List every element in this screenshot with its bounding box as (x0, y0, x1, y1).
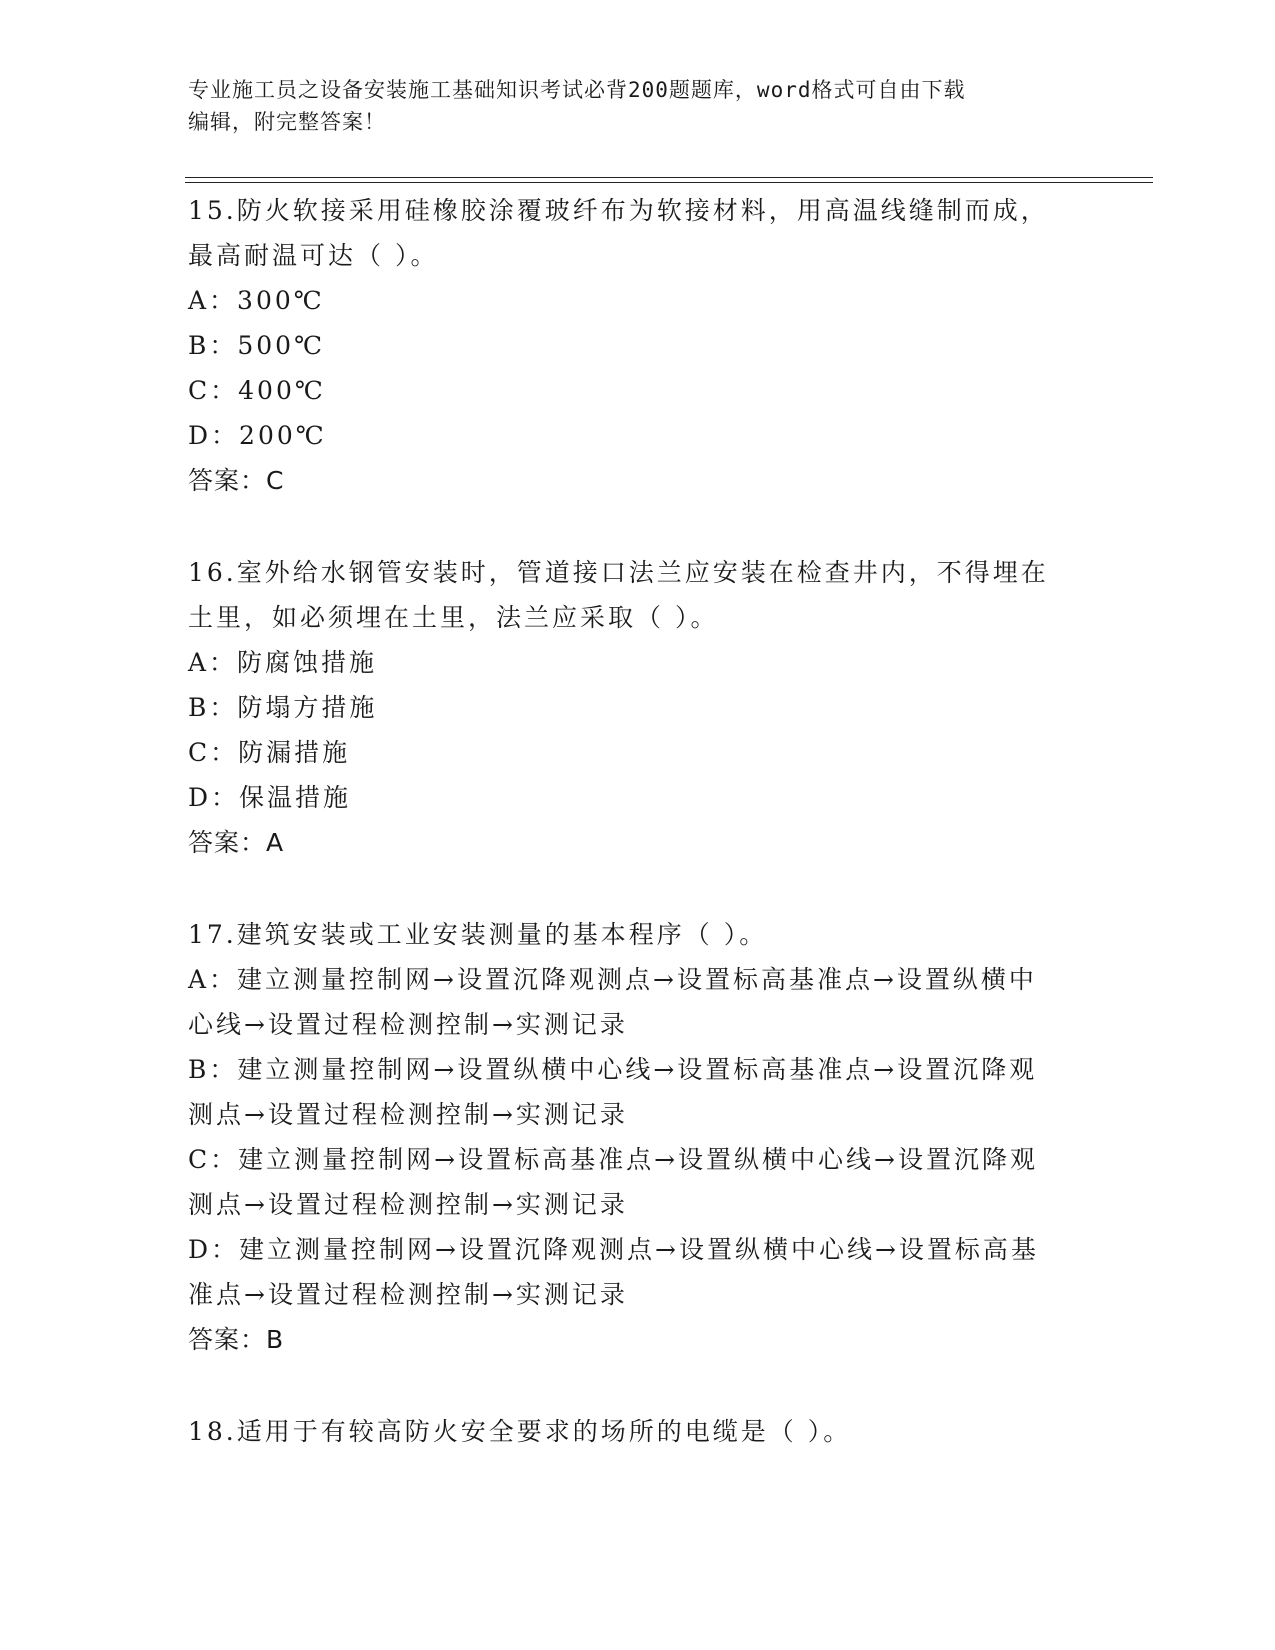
option-line: D：建立测量控制网→设置沉降观测点→设置纵横中心线→设置标高基 (188, 1235, 1039, 1264)
question-list (188, 188, 1088, 1454)
option-line: C：400℃ (188, 376, 326, 405)
question-spacer (188, 503, 1088, 550)
option-line: C：防漏措施 (188, 738, 351, 767)
option-line: A：300℃ (188, 286, 325, 315)
option-line: C：建立测量控制网→设置标高基准点→设置纵横中心线→设置沉降观 (188, 1145, 1038, 1174)
answer-line: 答案：B (188, 1325, 285, 1354)
option-line: D：保温措施 (188, 783, 352, 812)
option-line: A：防腐蚀措施 (188, 648, 378, 677)
question-block (188, 912, 1088, 1362)
question-block (188, 550, 1088, 865)
option-line: A：建立测量控制网→设置沉降观测点→设置标高基准点→设置纵横中 (188, 965, 1037, 994)
question-stem-line: 18.适用于有较高防火安全要求的场所的电缆是（ ）。 (188, 1417, 852, 1446)
document-header (188, 74, 1088, 138)
option-line: D：200℃ (188, 421, 327, 450)
question-spacer (188, 1362, 1088, 1409)
option-line: B：建立测量控制网→设置纵横中心线→设置标高基准点→设置沉降观 (188, 1055, 1038, 1084)
question-stem-line: 土里，如必须埋在土里，法兰应采取（ ）。 (188, 603, 719, 632)
question-stem-line: 17.建筑安装或工业安装测量的基本程序（ ）。 (188, 920, 768, 949)
question-block (188, 188, 1088, 503)
question-spacer (188, 865, 1088, 912)
question-block (188, 1409, 1088, 1454)
option-line: 准点→设置过程检测控制→实测记录 (188, 1280, 628, 1309)
option-line: 测点→设置过程检测控制→实测记录 (188, 1190, 628, 1219)
header-line-1: 专业施工员之设备安装施工基础知识考试必背200题题库，word格式可自由下载 (188, 78, 966, 102)
question-stem-line: 15.防火软接采用硅橡胶涂覆玻纤布为软接材料，用高温线缝制而成， (188, 196, 1049, 225)
option-line: B：防塌方措施 (188, 693, 378, 722)
answer-line: 答案：A (188, 828, 285, 857)
option-line: 心线→设置过程检测控制→实测记录 (188, 1010, 628, 1039)
header-divider-bottom (185, 182, 1153, 183)
answer-line: 答案：C (188, 466, 285, 495)
question-stem-line: 16.室外给水钢管安装时，管道接口法兰应安装在检查井内，不得埋在 (188, 558, 1049, 587)
header-line-2: 编辑，附完整答案！ (188, 110, 386, 134)
header-divider-top (185, 177, 1153, 178)
option-line: B：500℃ (188, 331, 326, 360)
option-line: 测点→设置过程检测控制→实测记录 (188, 1100, 628, 1129)
question-stem-line: 最高耐温可达（ ）。 (188, 241, 439, 270)
